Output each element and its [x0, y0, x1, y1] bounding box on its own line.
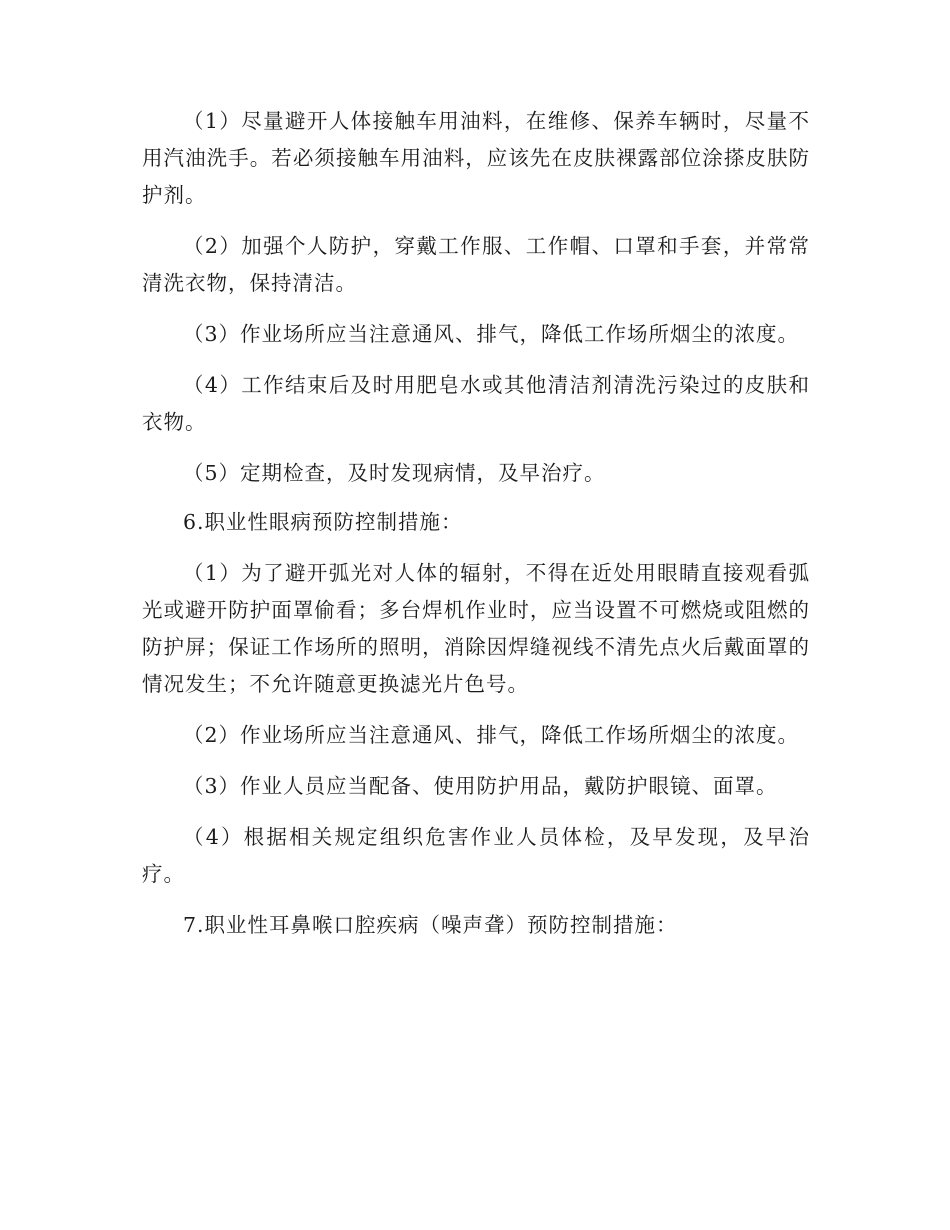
paragraph-item-5: （5）定期检查，及时发现病情，及早治疗。 [183, 461, 606, 485]
section-heading-7: 7.职业性耳鼻喉口腔疾病（噪声聋）预防控制措施： [183, 913, 678, 937]
paragraph-item-6-1: （1）为了避开弧光对人体的辐射，不得在近处用眼睛直接观看弧光或避开防护面罩偷看；多台焊机作业时，应当设置不可燃烧或阻燃的防护屏；保证工作场所的照明，消除因焊缝视线不清先点火后戴面罩的情况发生；不允许随意更换滤光片色号。 [142, 561, 810, 696]
paragraph-item-4: （4）工作结束后及时用肥皂水或其他清洁剂清洗污染过的皮肤和衣物。 [142, 373, 810, 434]
paragraph-item-6-3: （3）作业人员应当配备、使用防护用品，戴防护眼镜、面罩。 [183, 774, 778, 798]
paragraph-item-2: （2）加强个人防护，穿戴工作服、工作帽、口罩和手套，并常常清洗衣物，保持清洁。 [142, 234, 810, 295]
paragraph-item-1: （1）尽量避开人体接触车用油料，在维修、保养车辆时，尽量不用汽油洗手。若必须接触车用油料，应该先在皮肤裸露部位涂搽皮肤防护剂。 [142, 109, 810, 207]
paragraph-item-3: （3）作业场所应当注意通风、排气，降低工作场所烟尘的浓度。 [183, 322, 800, 346]
document-body [142, 103, 810, 944]
paragraph-item-6-2: （2）作业场所应当注意通风、排气，降低工作场所烟尘的浓度。 [183, 723, 800, 747]
paragraph-item-6-4: （4）根据相关规定组织危害作业人员体检，及早发现，及早治疗。 [142, 825, 810, 886]
section-heading-6: 6.职业性眼病预防控制措施： [183, 510, 463, 534]
